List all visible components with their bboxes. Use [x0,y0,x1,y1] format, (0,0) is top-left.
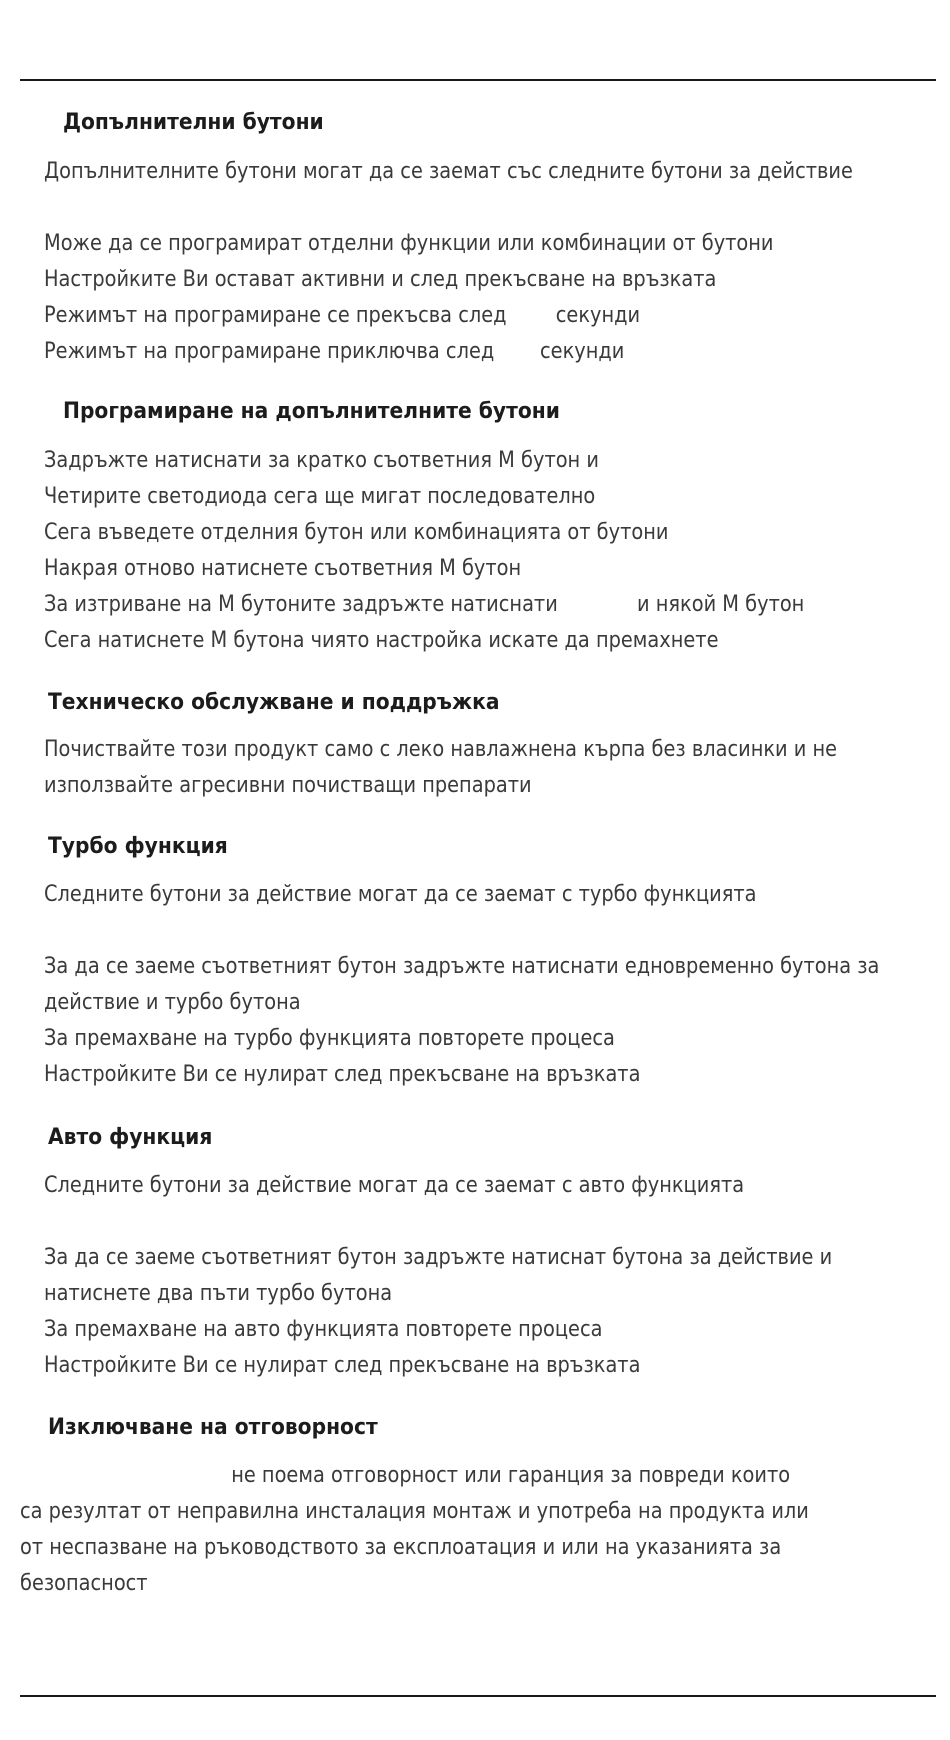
timeout-line [44,298,774,334]
auto-line: За да се заеме съответният бутон задръжте натиснат бутона за действие и [44,1245,833,1270]
turbo-line: Настройките Ви се нулират след прекъсване на връзката [44,1062,641,1087]
auto-intro: Следните бутони за действие могат да се заемат с авто функцията [44,1173,745,1198]
programming-line: Накрая отново натиснете съответния M бутон [44,556,522,581]
top-divider [20,79,936,81]
maintenance-body [44,732,837,804]
section-title-maintenance: Техническо обслужване и поддръжка [48,690,500,715]
disclaimer-line: са резултат от неправилна инсталация монтаж и употреба на продукта или [20,1499,809,1524]
auto-line: натиснете два пъти турбо бутона [44,1281,393,1306]
programming-line: Четирите светодиода сега ще мигат последователно [44,484,596,509]
extra-buttons-line: Може да се програмират отделни функции или комбинации от бутони [44,231,774,256]
delete-line [44,587,804,623]
programming-line: Задръжте натиснати за кратко съответния M бутон и [44,448,599,473]
end-suffix: секунди [540,339,625,364]
section-title-programming: Програмиране на допълнителните бутони [63,399,560,424]
programming-body [44,443,804,659]
section-title-turbo: Турбо функция [48,834,228,859]
timeout-suffix: секунди [555,303,641,328]
turbo-line: действие и турбо бутона [44,990,301,1015]
turbo-body [44,949,879,1093]
turbo-intro: Следните бутони за действие могат да се заемат с турбо функцията [44,882,757,907]
disclaimer-body [20,1458,809,1602]
delete-prefix: За изтриване на M бутоните задръжте натиснати [44,592,558,617]
extra-buttons-intro: Допълнителните бутони могат да се заемат със следните бутони за действие [44,159,853,184]
disclaimer-text: не поема отговорност или гаранция за повреди които [231,1463,791,1488]
section-title-disclaimer: Изключване на отговорност [48,1415,378,1440]
turbo-line: За да се заеме съответният бутон задръжте натиснати едновременно бутона за [44,954,880,979]
end-prefix: Режимът на програмиране приключва след [44,339,495,364]
auto-line: Настройките Ви се нулират след прекъсване на връзката [44,1353,641,1378]
disclaimer-line: безопасност [20,1571,148,1596]
maintenance-line: Почиствайте този продукт само с леко навлажнена кърпа без власинки и не [44,737,838,762]
end-line [44,334,774,370]
bottom-divider [20,1695,936,1697]
auto-body [44,1240,832,1384]
section-title-auto: Авто функция [48,1125,213,1150]
auto-line: За премахване на авто функцията повторете процеса [44,1317,603,1342]
turbo-line: За премахване на турбо функцията повторете процеса [44,1026,615,1051]
programming-line: Сега въведете отделния бутон или комбинацията от бутони [44,520,669,545]
programming-line: Сега натиснете M бутона чиято настройка искате да премахнете [44,628,719,653]
disclaimer-line: от неспазване на ръководството за експлоатация и или на указанията за [20,1535,782,1560]
extra-buttons-body [44,226,774,370]
timeout-prefix: Режимът на програмиране се прекъсва след [44,303,507,328]
maintenance-line: използвайте агресивни почистващи препарати [44,773,532,798]
disclaimer-first-line [20,1458,809,1494]
section-title-extra-buttons: Допълнителни бутони [63,110,324,135]
extra-buttons-line: Настройките Ви остават активни и след прекъсване на връзката [44,267,717,292]
delete-suffix: и някой M бутон [636,592,805,617]
